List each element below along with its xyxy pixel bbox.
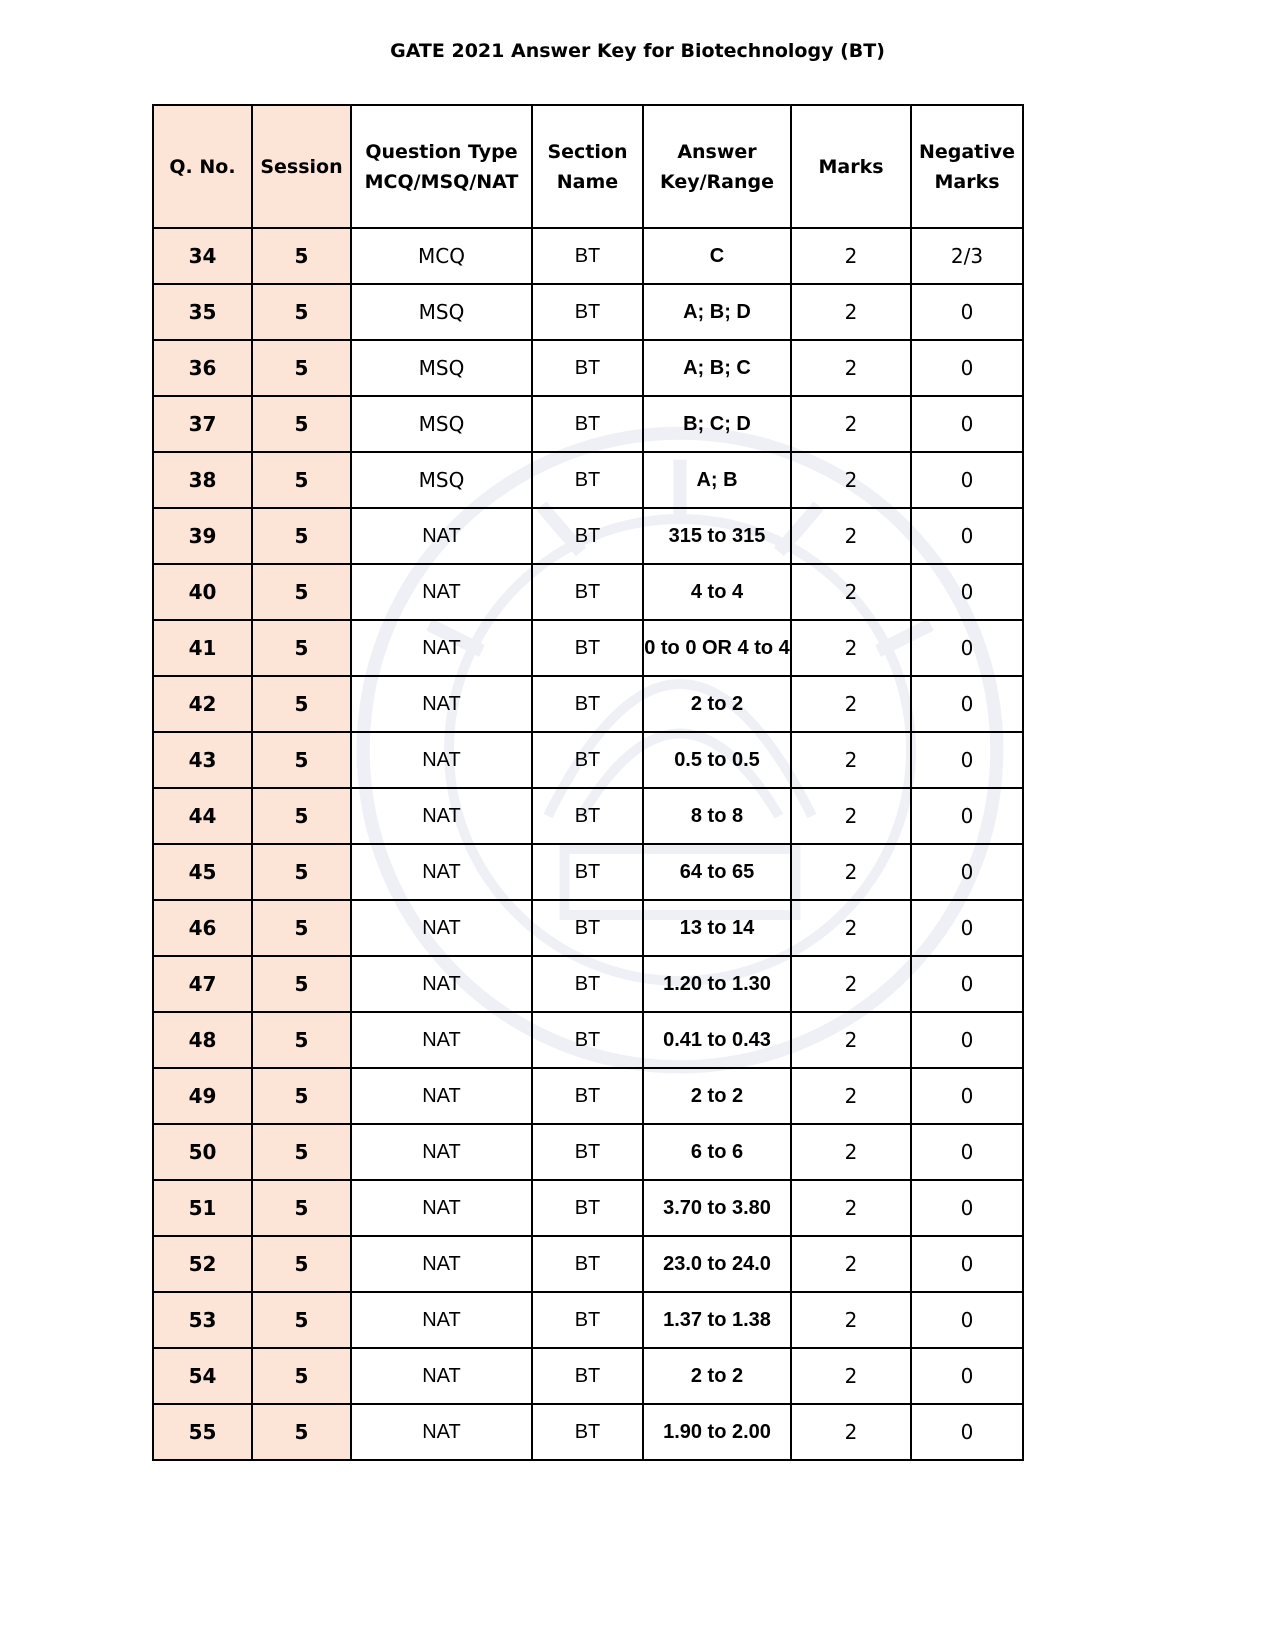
table-row <box>153 1068 1023 1124</box>
cell-qno: 53 <box>153 1292 252 1348</box>
cell-negative-marks: 0 <box>911 732 1023 788</box>
cell-qno: 35 <box>153 284 252 340</box>
cell-session: 5 <box>252 900 351 956</box>
cell-section-name: BT <box>532 228 643 284</box>
cell-section-name: BT <box>532 452 643 508</box>
cell-qno: 44 <box>153 788 252 844</box>
cell-answer-key: C <box>643 228 791 284</box>
cell-question-type: NAT <box>351 1292 532 1348</box>
table-header-row <box>153 105 1023 228</box>
table-row <box>153 956 1023 1012</box>
cell-section-name: BT <box>532 508 643 564</box>
cell-marks: 2 <box>791 676 911 732</box>
cell-negative-marks: 0 <box>911 1068 1023 1124</box>
header-answer-key: Answer Key/Range <box>643 105 791 228</box>
cell-answer-key: 2 to 2 <box>643 676 791 732</box>
cell-answer-key: 1.90 to 2.00 <box>643 1404 791 1460</box>
cell-qno: 36 <box>153 340 252 396</box>
header-qno: Q. No. <box>153 105 252 228</box>
cell-question-type: NAT <box>351 788 532 844</box>
cell-qno: 43 <box>153 732 252 788</box>
cell-section-name: BT <box>532 1292 643 1348</box>
cell-session: 5 <box>252 620 351 676</box>
cell-qno: 55 <box>153 1404 252 1460</box>
cell-session: 5 <box>252 788 351 844</box>
cell-marks: 2 <box>791 620 911 676</box>
cell-section-name: BT <box>532 676 643 732</box>
cell-answer-key: 0 to 0 OR 4 to 4 <box>643 620 791 676</box>
cell-negative-marks: 0 <box>911 396 1023 452</box>
cell-session: 5 <box>252 1236 351 1292</box>
cell-session: 5 <box>252 1348 351 1404</box>
cell-answer-key: A; B; D <box>643 284 791 340</box>
table-row <box>153 452 1023 508</box>
table-row <box>153 564 1023 620</box>
cell-marks: 2 <box>791 452 911 508</box>
cell-marks: 2 <box>791 1236 911 1292</box>
cell-negative-marks: 0 <box>911 564 1023 620</box>
cell-question-type: MCQ <box>351 228 532 284</box>
table-row <box>153 1124 1023 1180</box>
cell-session: 5 <box>252 676 351 732</box>
cell-negative-marks: 0 <box>911 1404 1023 1460</box>
cell-qno: 39 <box>153 508 252 564</box>
cell-answer-key: A; B <box>643 452 791 508</box>
cell-question-type: MSQ <box>351 340 532 396</box>
cell-question-type: NAT <box>351 676 532 732</box>
cell-session: 5 <box>252 340 351 396</box>
cell-section-name: BT <box>532 1348 643 1404</box>
cell-answer-key: 1.37 to 1.38 <box>643 1292 791 1348</box>
table-row <box>153 900 1023 956</box>
cell-qno: 50 <box>153 1124 252 1180</box>
table-row <box>153 732 1023 788</box>
cell-question-type: NAT <box>351 508 532 564</box>
cell-session: 5 <box>252 452 351 508</box>
cell-section-name: BT <box>532 620 643 676</box>
cell-question-type: NAT <box>351 1124 532 1180</box>
cell-negative-marks: 0 <box>911 1012 1023 1068</box>
cell-qno: 45 <box>153 844 252 900</box>
cell-qno: 40 <box>153 564 252 620</box>
cell-marks: 2 <box>791 396 911 452</box>
cell-marks: 2 <box>791 900 911 956</box>
cell-session: 5 <box>252 1124 351 1180</box>
cell-qno: 42 <box>153 676 252 732</box>
cell-question-type: NAT <box>351 956 532 1012</box>
cell-marks: 2 <box>791 1180 911 1236</box>
table-row <box>153 1012 1023 1068</box>
cell-question-type: NAT <box>351 732 532 788</box>
cell-question-type: NAT <box>351 1348 532 1404</box>
cell-negative-marks: 0 <box>911 1292 1023 1348</box>
table-row <box>153 340 1023 396</box>
table-row <box>153 844 1023 900</box>
cell-answer-key: A; B; C <box>643 340 791 396</box>
cell-negative-marks: 2/3 <box>911 228 1023 284</box>
cell-question-type: MSQ <box>351 452 532 508</box>
header-question-type: Question Type MCQ/MSQ/NAT <box>351 105 532 228</box>
cell-session: 5 <box>252 508 351 564</box>
cell-marks: 2 <box>791 844 911 900</box>
cell-session: 5 <box>252 844 351 900</box>
cell-marks: 2 <box>791 508 911 564</box>
cell-marks: 2 <box>791 1124 911 1180</box>
table-row <box>153 284 1023 340</box>
header-session: Session <box>252 105 351 228</box>
cell-answer-key: 13 to 14 <box>643 900 791 956</box>
cell-negative-marks: 0 <box>911 620 1023 676</box>
table-row <box>153 1404 1023 1460</box>
cell-section-name: BT <box>532 396 643 452</box>
cell-marks: 2 <box>791 564 911 620</box>
cell-answer-key: 64 to 65 <box>643 844 791 900</box>
cell-question-type: NAT <box>351 844 532 900</box>
cell-session: 5 <box>252 1012 351 1068</box>
cell-qno: 48 <box>153 1012 252 1068</box>
cell-session: 5 <box>252 956 351 1012</box>
cell-session: 5 <box>252 284 351 340</box>
cell-section-name: BT <box>532 564 643 620</box>
cell-section-name: BT <box>532 340 643 396</box>
table-row <box>153 1180 1023 1236</box>
cell-answer-key: 6 to 6 <box>643 1124 791 1180</box>
cell-qno: 38 <box>153 452 252 508</box>
table-row <box>153 396 1023 452</box>
cell-negative-marks: 0 <box>911 284 1023 340</box>
header-section-name: Section Name <box>532 105 643 228</box>
cell-session: 5 <box>252 1404 351 1460</box>
cell-marks: 2 <box>791 788 911 844</box>
cell-negative-marks: 0 <box>911 1236 1023 1292</box>
cell-answer-key: 0.41 to 0.43 <box>643 1012 791 1068</box>
cell-question-type: MSQ <box>351 396 532 452</box>
cell-qno: 51 <box>153 1180 252 1236</box>
table-body <box>153 228 1023 1460</box>
table-row <box>153 508 1023 564</box>
cell-negative-marks: 0 <box>911 508 1023 564</box>
cell-marks: 2 <box>791 340 911 396</box>
table-row <box>153 228 1023 284</box>
cell-marks: 2 <box>791 956 911 1012</box>
cell-answer-key: B; C; D <box>643 396 791 452</box>
cell-negative-marks: 0 <box>911 844 1023 900</box>
cell-answer-key: 315 to 315 <box>643 508 791 564</box>
cell-negative-marks: 0 <box>911 788 1023 844</box>
cell-answer-key: 2 to 2 <box>643 1348 791 1404</box>
cell-session: 5 <box>252 228 351 284</box>
cell-section-name: BT <box>532 1012 643 1068</box>
table-row <box>153 1236 1023 1292</box>
cell-negative-marks: 0 <box>911 1180 1023 1236</box>
cell-question-type: NAT <box>351 620 532 676</box>
cell-session: 5 <box>252 1292 351 1348</box>
cell-session: 5 <box>252 396 351 452</box>
cell-marks: 2 <box>791 284 911 340</box>
header-negative-marks: Negative Marks <box>911 105 1023 228</box>
cell-section-name: BT <box>532 1068 643 1124</box>
cell-marks: 2 <box>791 1292 911 1348</box>
cell-qno: 52 <box>153 1236 252 1292</box>
cell-marks: 2 <box>791 1012 911 1068</box>
header-marks: Marks <box>791 105 911 228</box>
cell-section-name: BT <box>532 732 643 788</box>
cell-question-type: NAT <box>351 1068 532 1124</box>
cell-negative-marks: 0 <box>911 452 1023 508</box>
cell-question-type: NAT <box>351 900 532 956</box>
cell-session: 5 <box>252 732 351 788</box>
cell-negative-marks: 0 <box>911 956 1023 1012</box>
cell-section-name: BT <box>532 788 643 844</box>
cell-question-type: NAT <box>351 1236 532 1292</box>
cell-answer-key: 0.5 to 0.5 <box>643 732 791 788</box>
table-row <box>153 620 1023 676</box>
cell-qno: 46 <box>153 900 252 956</box>
cell-question-type: MSQ <box>351 284 532 340</box>
table-row <box>153 1292 1023 1348</box>
cell-marks: 2 <box>791 1068 911 1124</box>
cell-section-name: BT <box>532 284 643 340</box>
cell-answer-key: 23.0 to 24.0 <box>643 1236 791 1292</box>
cell-qno: 34 <box>153 228 252 284</box>
cell-section-name: BT <box>532 900 643 956</box>
cell-qno: 49 <box>153 1068 252 1124</box>
cell-section-name: BT <box>532 1404 643 1460</box>
cell-answer-key: 4 to 4 <box>643 564 791 620</box>
cell-marks: 2 <box>791 732 911 788</box>
cell-qno: 47 <box>153 956 252 1012</box>
cell-session: 5 <box>252 564 351 620</box>
cell-answer-key: 3.70 to 3.80 <box>643 1180 791 1236</box>
cell-answer-key: 2 to 2 <box>643 1068 791 1124</box>
cell-negative-marks: 0 <box>911 340 1023 396</box>
cell-negative-marks: 0 <box>911 676 1023 732</box>
cell-question-type: NAT <box>351 1012 532 1068</box>
cell-qno: 41 <box>153 620 252 676</box>
cell-section-name: BT <box>532 1236 643 1292</box>
cell-answer-key: 8 to 8 <box>643 788 791 844</box>
cell-session: 5 <box>252 1180 351 1236</box>
cell-question-type: NAT <box>351 564 532 620</box>
cell-question-type: NAT <box>351 1404 532 1460</box>
cell-negative-marks: 0 <box>911 1124 1023 1180</box>
cell-marks: 2 <box>791 1348 911 1404</box>
cell-session: 5 <box>252 1068 351 1124</box>
cell-negative-marks: 0 <box>911 900 1023 956</box>
cell-section-name: BT <box>532 844 643 900</box>
table-row <box>153 788 1023 844</box>
cell-qno: 54 <box>153 1348 252 1404</box>
cell-section-name: BT <box>532 1124 643 1180</box>
cell-negative-marks: 0 <box>911 1348 1023 1404</box>
table-row <box>153 676 1023 732</box>
cell-section-name: BT <box>532 956 643 1012</box>
table-row <box>153 1348 1023 1404</box>
answer-key-table <box>152 104 1024 1461</box>
page-title: GATE 2021 Answer Key for Biotechnology (BT) <box>390 40 885 62</box>
cell-marks: 2 <box>791 1404 911 1460</box>
cell-section-name: BT <box>532 1180 643 1236</box>
cell-question-type: NAT <box>351 1180 532 1236</box>
cell-answer-key: 1.20 to 1.30 <box>643 956 791 1012</box>
cell-qno: 37 <box>153 396 252 452</box>
cell-marks: 2 <box>791 228 911 284</box>
